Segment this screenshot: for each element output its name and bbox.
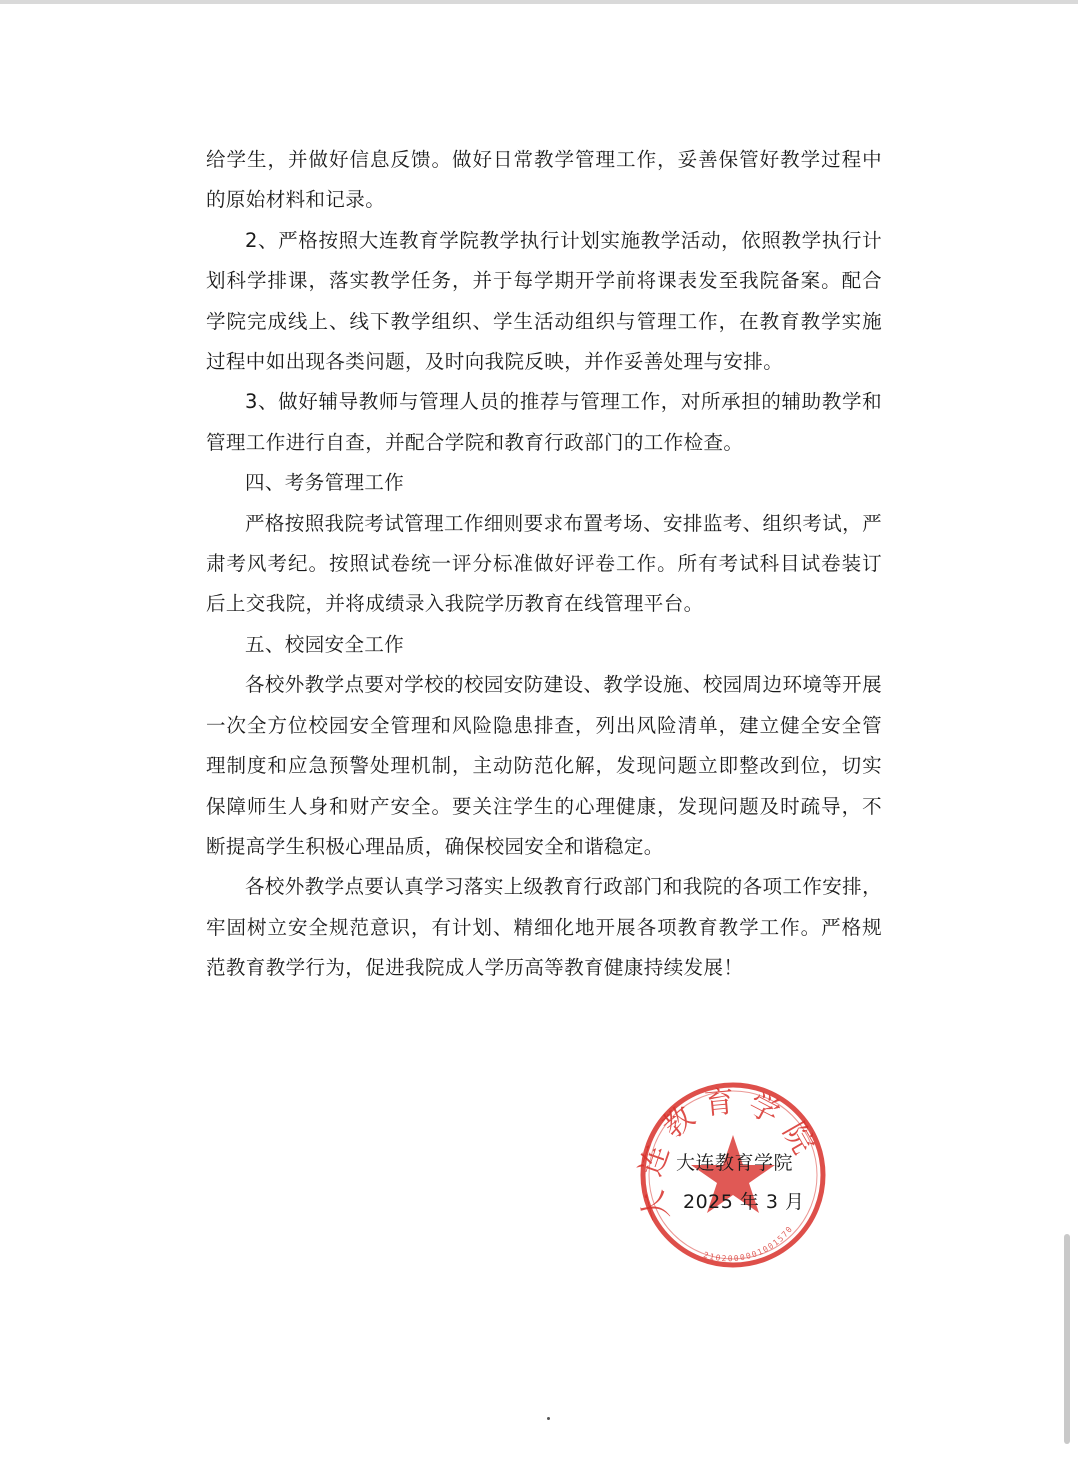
official-seal (632, 1077, 829, 1273)
paragraph: 各校外教学点要对学校的校园安防建设、教学设施、校园周边环境等开展一次全方位校园安全管理和风险隐患排查，列出风险清单，建立健全安全管理制度和应急预警处理机制，主动防范化解，发现问题立即整改到位，切实保障师生人身和财产安全。要关注学生的心理健康，发现问题及时疏导，不断提高学生积极心理品质，确保校园安全和谐稳定。 (206, 673, 882, 858)
paragraph: 各校外教学点要认真学习落实上级教育行政部门和我院的各项工作安排，牢固树立安全规范意识，有计划、精细化地开展各项教育教学工作。严格规范教育教学行为，促进我院成人学历高等教育健康持续发展！ (206, 875, 882, 980)
section-heading: 五、校园安全工作 (245, 632, 405, 656)
paragraph: 2、严格按照大连教育学院教学执行计划实施教学活动，依照教学执行计划科学排课，落实教学任务，并于每学期开学前将课表发至我院备案。配合学院完成线上、线下教学组织、学生活动组织与管理工作，在教育教学实施过程中如出现各类问题，及时向我院反映，并作妥善处理与安排。 (206, 228, 882, 374)
document-body (206, 140, 882, 989)
signature-organization: 大连教育学院 (676, 1152, 794, 1174)
paragraph: 给学生，并做好信息反馈。做好日常教学管理工作，妥善保管好教学过程中的原始材料和记录。 (206, 148, 882, 212)
paragraph: 严格按照我院考试管理工作细则要求布置考场、安排监考、组织考试，严肃考风考纪。按照试卷统一评分标准做好评卷工作。所有考试科目试卷装订后上交我院，并将成绩录入我院学历教育在线管理平台。 (206, 511, 882, 616)
seal-arc-text: 大连教育学院 (632, 1083, 826, 1225)
seal-graphic (632, 1077, 829, 1273)
signature-date: 2025 年 3 月 (683, 1191, 805, 1213)
page-dot (547, 1417, 550, 1420)
seal-number: 2102000001001570 (702, 1223, 795, 1264)
paragraph: 3、做好辅导教师与管理人员的推荐与管理工作，对所承担的辅助教学和管理工作进行自查，并配合学院和教育行政部门的工作检查。 (206, 390, 882, 454)
scrollbar[interactable] (1064, 1234, 1070, 1444)
section-heading: 四、考务管理工作 (245, 471, 405, 495)
